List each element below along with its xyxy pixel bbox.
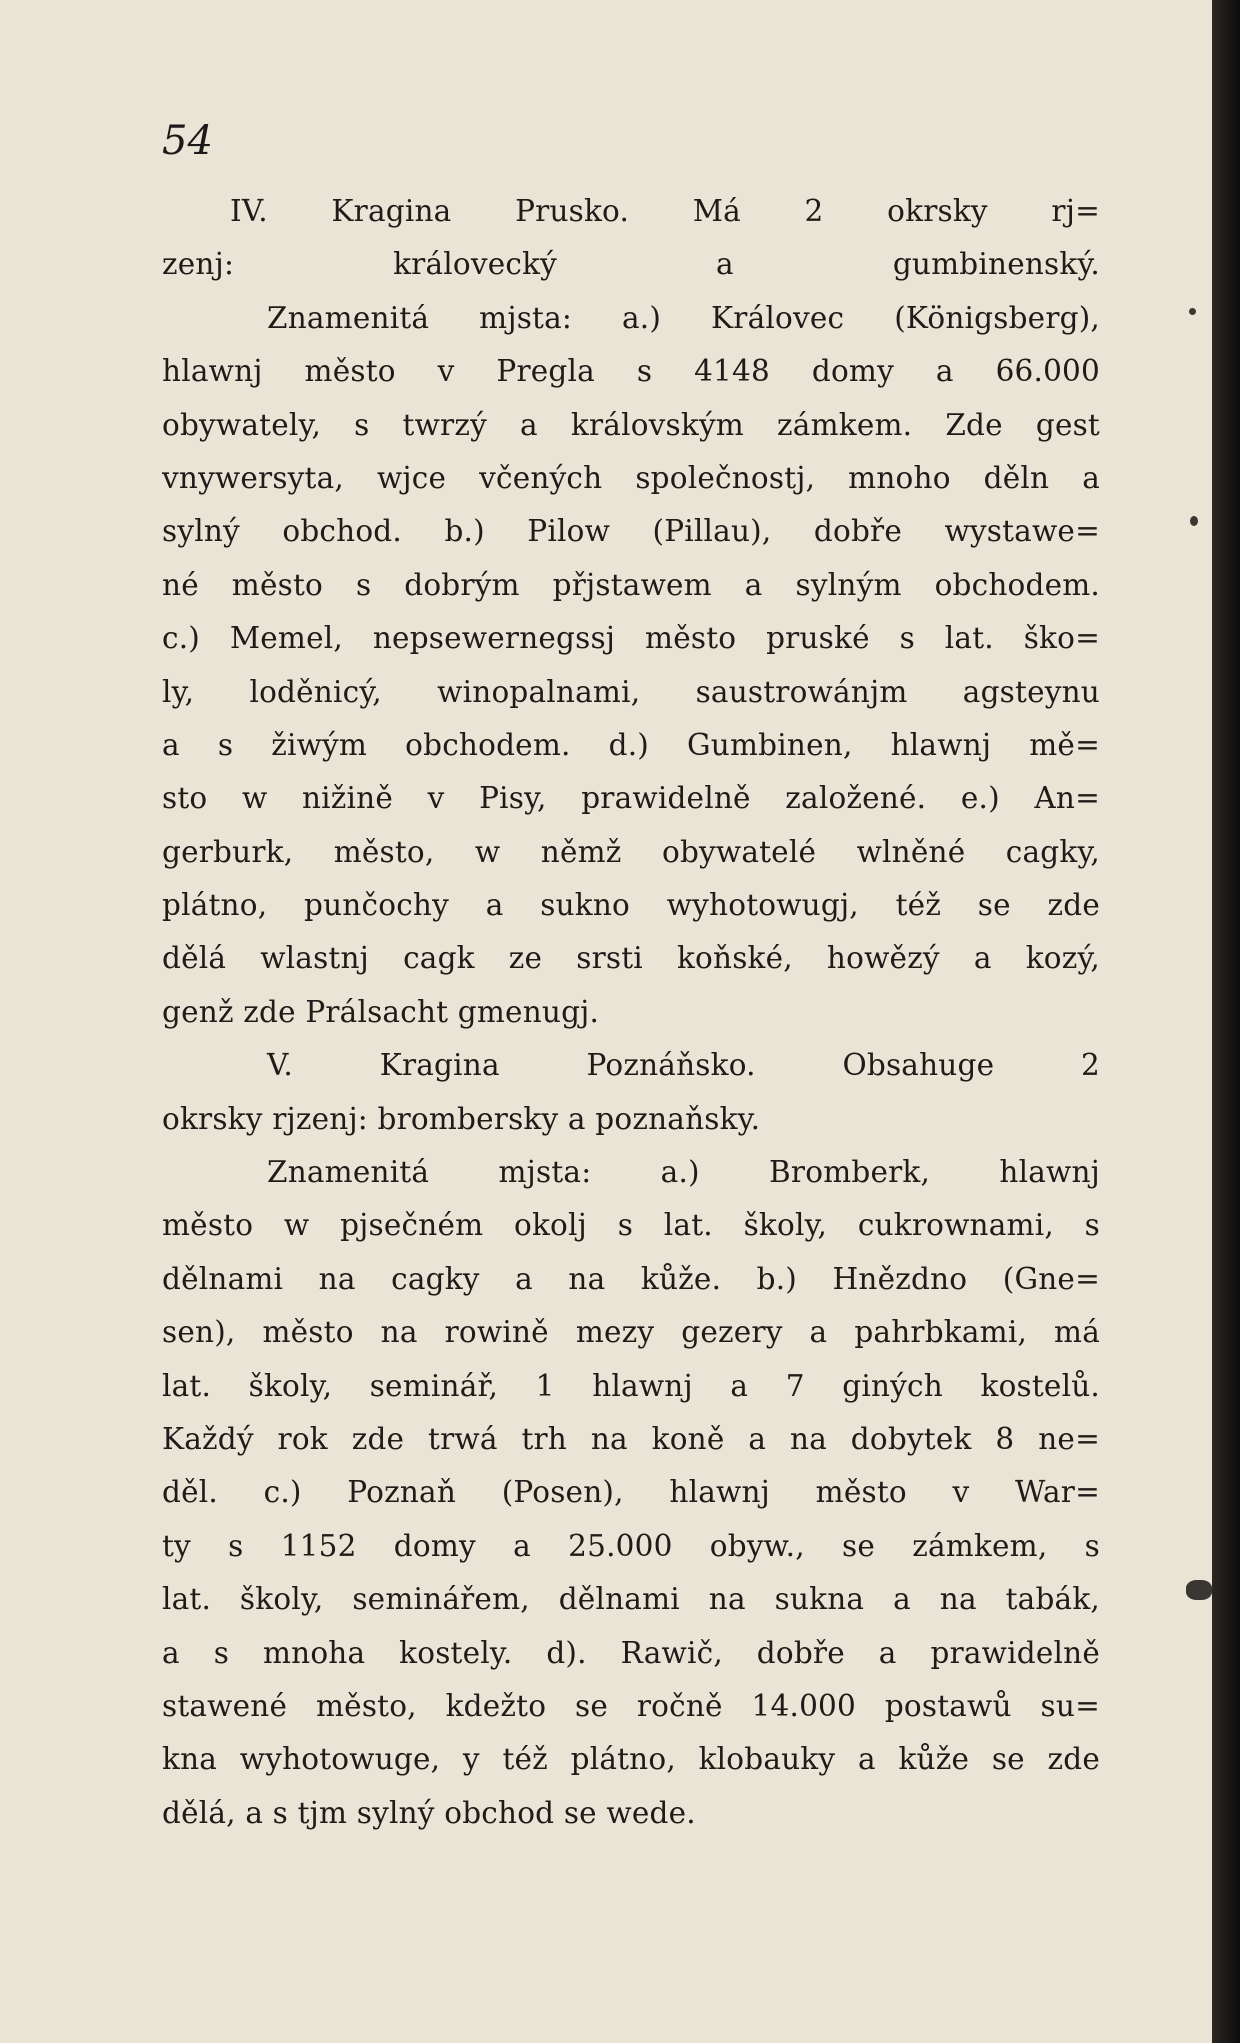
text-line: a s žiwým obchodem. d.) Gumbinen, hlawnj mě= (162, 727, 1100, 762)
text-line: Znamenitá mjsta: a.) Bromberk, hlawnj (267, 1155, 1100, 1190)
text-line: děl. c.) Poznaň (Posen), hlawnj město v War= (162, 1475, 1100, 1510)
text-line: IV. Kragina Prusko. Má 2 okrsky rj= (230, 194, 1100, 228)
text-line: né město s dobrým přjstawem a sylným obchodem. (162, 567, 1100, 602)
text-line: ty s 1152 domy a 25.000 obyw., se zámkem, s (162, 1528, 1100, 1563)
text-line: ly, loděnicý, winopalnami, saustrowánjm agsteynu (162, 674, 1100, 709)
text-line: sylný obchod. b.) Pilow (Pillau), dobře wystawe= (162, 514, 1100, 549)
text-line: dělnami na cagky a na kůže. b.) Hnězdno (Gne= (162, 1261, 1100, 1296)
text-line: gerburk, město, w němž obywatelé wlněné cagky, (162, 834, 1100, 869)
ink-speck (1186, 1580, 1212, 1600)
text-line: dělá, a s tjm sylný obchod se wede. (162, 1795, 696, 1830)
text-line: město w pjsečném okolj s lat. školy, cukrownami, s (162, 1208, 1100, 1243)
text-line: obywately, s twrzý a královským zámkem. Zde gest (162, 407, 1100, 442)
book-gutter (1212, 0, 1240, 2043)
text-line: vnywersyta, wjce včených společnostj, mnoho děln a (162, 460, 1100, 495)
text-line: lat. školy, seminář, 1 hlawnj a 7 giných kostelů. (162, 1368, 1100, 1403)
text-line: V. Kragina Poznáňsko. Obsahuge 2 (267, 1048, 1100, 1083)
text-line: a s mnoha kostely. d). Rawič, dobře a prawidelně (162, 1635, 1100, 1670)
text-line: genž zde Prálsacht gmenugj. (162, 994, 600, 1029)
ink-speck (1189, 308, 1196, 315)
text-line: Každý rok zde trwá trh na koně a na dobytek 8 ne= (162, 1421, 1100, 1456)
text-line: c.) Memel, nepsewernegssj město pruské s lat. ško= (162, 621, 1100, 656)
text-line: stawené město, kdežto se ročně 14.000 postawů su= (162, 1688, 1100, 1723)
text-line: zenj: královecký a gumbinenský. (162, 247, 1100, 282)
text-line: lat. školy, seminářem, dělnami na sukna a na tabák, (162, 1582, 1100, 1617)
text-line: dělá wlastnj cagk ze srsti koňské, howězý a kozý, (162, 941, 1100, 976)
page-number: 54 (162, 118, 213, 164)
text-line: sto w nižině v Pisy, prawidelně založené. e.) An= (162, 781, 1100, 816)
body-text (162, 185, 1100, 1840)
ink-speck (1190, 516, 1198, 526)
text-line: okrsky rjzenj: brombersky a poznaňsky. (162, 1101, 761, 1136)
text-line: plátno, punčochy a sukno wyhotowugj, též se zde (162, 888, 1100, 923)
text-line: Znamenitá mjsta: a.) Královec (Königsberg), (267, 300, 1100, 335)
text-line: kna wyhotowuge, y též plátno, klobauky a kůže se zde (162, 1742, 1100, 1777)
text-line: hlawnj město v Pregla s 4148 domy a 66.000 (162, 354, 1100, 389)
text-line: sen), město na rowině mezy gezery a pahrbkami, má (162, 1315, 1100, 1350)
